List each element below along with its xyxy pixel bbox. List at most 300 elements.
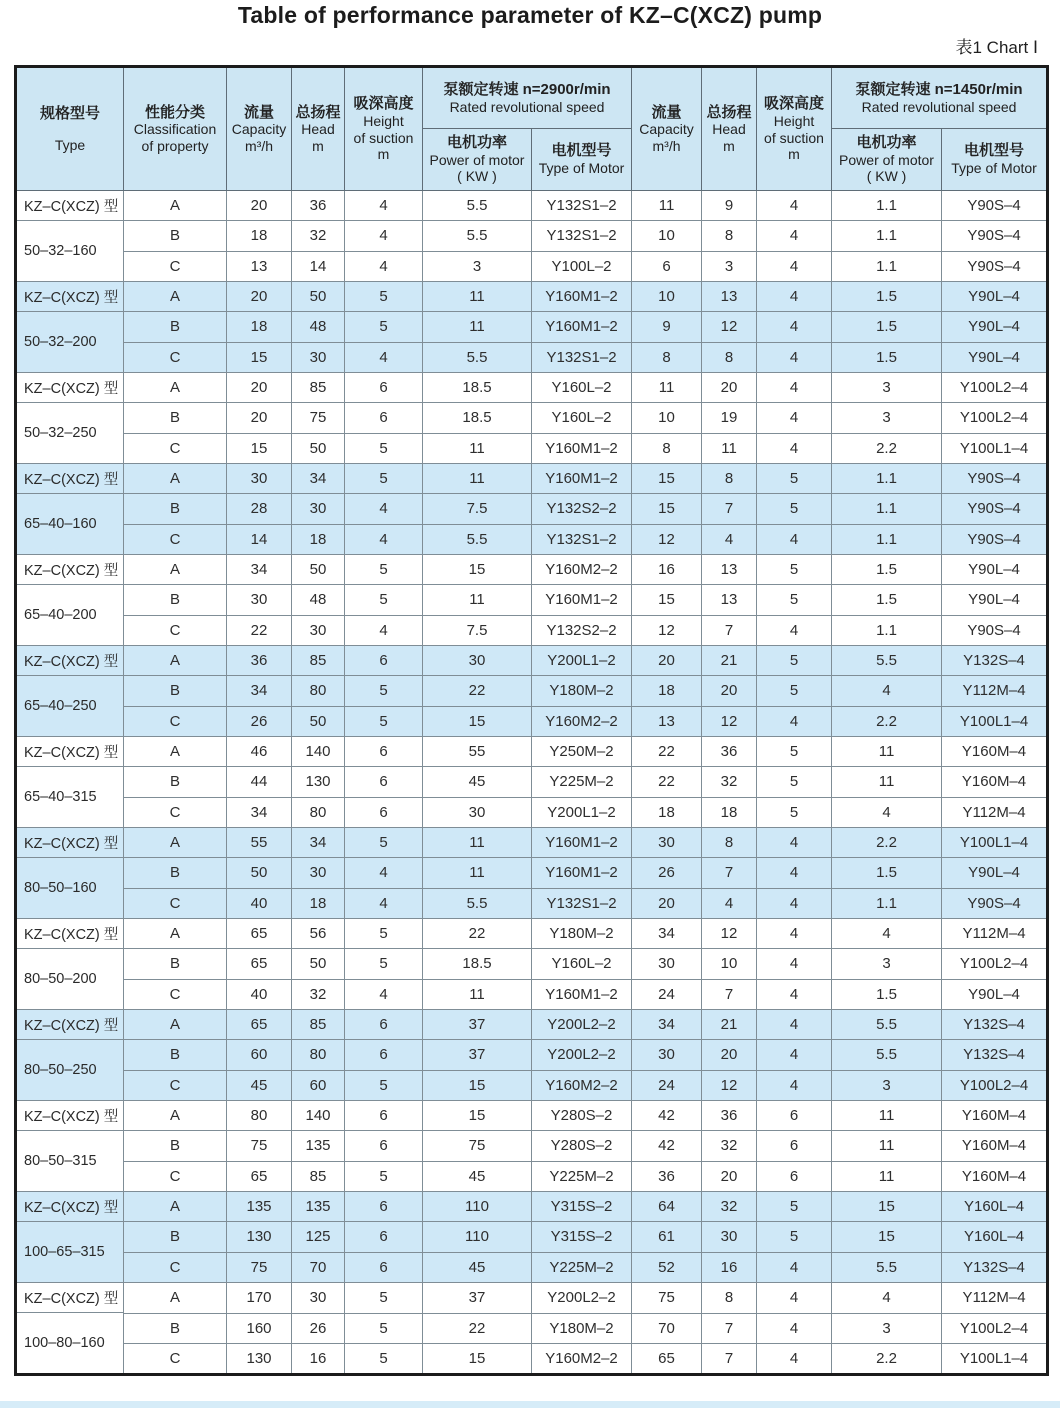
pump-model-label: KZ–C(XCZ) 型 — [17, 373, 123, 403]
power-en: Power of motor — [839, 151, 934, 168]
data-cell: Y112M–4 — [942, 1283, 1048, 1314]
power-zh: 电机功率 — [856, 134, 917, 152]
bottom-strip — [0, 1401, 1060, 1408]
data-cell: 20 — [632, 646, 702, 676]
classification-cell: A — [124, 646, 227, 676]
data-cell: 2.2 — [832, 706, 942, 736]
data-cell: 5.5 — [423, 342, 532, 372]
classification-cell: C — [124, 979, 227, 1009]
data-cell: 4 — [757, 615, 832, 645]
pump-size-label: 65–40–250 — [24, 698, 97, 714]
data-cell: 18 — [227, 312, 292, 342]
data-cell: 8 — [702, 828, 757, 858]
data-cell: Y100L1–4 — [942, 706, 1048, 736]
suction-unit: m — [377, 146, 390, 163]
data-cell: Y160M–4 — [942, 1131, 1048, 1161]
data-cell: 1.1 — [832, 888, 942, 918]
data-cell: 5.5 — [832, 1010, 942, 1040]
data-cell: 20 — [227, 373, 292, 403]
data-cell: Y160L–2 — [532, 949, 632, 979]
pump-size-label: 100–80–160 — [24, 1335, 105, 1351]
data-cell: 6 — [345, 737, 423, 767]
data-cell: 5 — [345, 919, 423, 949]
data-cell: 6 — [632, 251, 702, 281]
data-cell: 18 — [632, 676, 702, 706]
col-header-classification-en1: Classification — [133, 121, 217, 138]
data-cell: 37 — [423, 1010, 532, 1040]
data-cell: 6 — [757, 1101, 832, 1131]
data-cell: 11 — [423, 282, 532, 312]
data-cell: 5 — [345, 282, 423, 312]
motor-zh: 电机型号 — [964, 142, 1025, 160]
table-row — [16, 767, 1048, 797]
data-cell: 5 — [345, 949, 423, 979]
data-cell: 65 — [227, 1161, 292, 1191]
data-cell: Y90S–4 — [942, 888, 1048, 918]
data-cell: 13 — [702, 282, 757, 312]
pump-size-label: 65–40–315 — [24, 789, 97, 805]
data-cell: Y90S–4 — [942, 191, 1048, 221]
power-zh: 电机功率 — [446, 134, 507, 152]
table-row — [16, 585, 1048, 615]
classification-cell: A — [124, 1010, 227, 1040]
col-header-head-1450 — [702, 67, 757, 191]
data-cell: 19 — [702, 403, 757, 433]
data-cell: 11 — [702, 433, 757, 463]
speed-1450-zh: 泵额定转速 n=1450r/min — [855, 80, 1023, 98]
data-cell: Y160L–2 — [532, 373, 632, 403]
data-cell: 21 — [702, 1010, 757, 1040]
suction-en1: Height — [773, 113, 815, 130]
table-row — [16, 1070, 1048, 1100]
data-cell: 45 — [423, 767, 532, 797]
table-row — [16, 494, 1048, 524]
data-cell: 4 — [757, 221, 832, 251]
data-cell: 30 — [227, 585, 292, 615]
data-cell: Y90L–4 — [942, 858, 1048, 888]
data-cell: 32 — [702, 767, 757, 797]
data-cell: 34 — [632, 1010, 702, 1040]
data-cell: 18.5 — [423, 949, 532, 979]
data-cell: Y100L1–4 — [942, 828, 1048, 858]
data-cell: 4 — [832, 676, 942, 706]
table-row — [16, 464, 1048, 494]
data-cell: Y200L2–2 — [532, 1040, 632, 1070]
table-row — [16, 676, 1048, 706]
data-cell: 34 — [632, 919, 702, 949]
data-cell: 110 — [423, 1192, 532, 1222]
data-cell: 3 — [832, 1313, 942, 1344]
data-cell: 135 — [227, 1192, 292, 1222]
data-cell: 6 — [345, 1101, 423, 1131]
data-cell: 160 — [227, 1313, 292, 1344]
data-cell: 20 — [702, 373, 757, 403]
data-cell: 37 — [423, 1283, 532, 1314]
data-cell: 5 — [345, 1161, 423, 1191]
data-cell: 5.5 — [832, 1252, 942, 1282]
data-cell: 5 — [345, 312, 423, 342]
data-cell: 4 — [345, 524, 423, 554]
data-cell: 18 — [227, 221, 292, 251]
classification-cell: B — [124, 1040, 227, 1070]
data-cell: 26 — [227, 706, 292, 736]
performance-table — [14, 65, 1049, 1376]
data-cell: 64 — [632, 1192, 702, 1222]
data-cell: 20 — [702, 1040, 757, 1070]
col-header-motor-1450 — [942, 129, 1048, 191]
data-cell: 4 — [757, 979, 832, 1009]
classification-cell: A — [124, 737, 227, 767]
data-cell: 5 — [757, 676, 832, 706]
classification-cell: B — [124, 949, 227, 979]
data-cell: 50 — [292, 282, 345, 312]
pump-type-cell — [16, 1192, 124, 1283]
data-cell: 52 — [632, 1252, 702, 1282]
data-cell: Y315S–2 — [532, 1192, 632, 1222]
capacity-unit: m³/h — [652, 137, 681, 154]
pump-size-label: 100–65–315 — [24, 1244, 105, 1260]
data-cell: Y280S–2 — [532, 1101, 632, 1131]
data-cell: 5.5 — [832, 646, 942, 676]
pump-model-label: KZ–C(XCZ) 型 — [17, 919, 123, 949]
pump-model-label: KZ–C(XCZ) 型 — [17, 464, 123, 494]
data-cell: Y200L2–2 — [532, 1010, 632, 1040]
data-cell: 5.5 — [832, 1040, 942, 1070]
pump-size-label: 80–50–250 — [24, 1062, 97, 1078]
table-row — [16, 888, 1048, 918]
data-cell: 2.2 — [832, 828, 942, 858]
data-cell: 7.5 — [423, 494, 532, 524]
data-cell: 36 — [632, 1161, 702, 1191]
data-cell: 5 — [757, 494, 832, 524]
data-cell: 5 — [345, 464, 423, 494]
data-cell: 9 — [632, 312, 702, 342]
classification-cell: C — [124, 433, 227, 463]
data-cell: 4 — [757, 1252, 832, 1282]
data-cell: Y100L–2 — [532, 251, 632, 281]
table-row — [16, 919, 1048, 949]
pump-size-label: 50–32–160 — [24, 243, 97, 259]
data-cell: 4 — [832, 797, 942, 827]
col-header-capacity-2900 — [227, 67, 292, 191]
data-cell: Y180M–2 — [532, 1313, 632, 1344]
data-cell: 1.1 — [832, 464, 942, 494]
data-cell: 34 — [292, 464, 345, 494]
data-cell: 11 — [832, 767, 942, 797]
data-cell: 22 — [423, 919, 532, 949]
data-cell: 26 — [292, 1313, 345, 1344]
data-cell: 34 — [227, 555, 292, 585]
data-cell: 30 — [292, 342, 345, 372]
speed-2900-zh: 泵额定转速 n=2900r/min — [443, 80, 611, 98]
pump-type-cell — [16, 828, 124, 919]
classification-cell: A — [124, 373, 227, 403]
col-header-capacity-1450 — [632, 67, 702, 191]
data-cell: 5.5 — [423, 888, 532, 918]
data-cell: Y90L–4 — [942, 555, 1048, 585]
col-header-type-zh: 规格型号 — [39, 104, 100, 122]
pump-type-cell — [16, 191, 124, 282]
data-cell: Y90S–4 — [942, 221, 1048, 251]
pump-size-label: 80–50–160 — [24, 880, 97, 896]
data-cell: 4 — [702, 888, 757, 918]
col-header-suction-2900 — [345, 67, 423, 191]
col-header-power-2900 — [423, 129, 532, 191]
data-cell: 32 — [292, 979, 345, 1009]
data-cell: 3 — [832, 373, 942, 403]
data-cell: 11 — [632, 373, 702, 403]
data-cell: 6 — [345, 1040, 423, 1070]
data-cell: 48 — [292, 312, 345, 342]
data-cell: 10 — [632, 403, 702, 433]
col-header-head-2900 — [292, 67, 345, 191]
data-cell: 44 — [227, 767, 292, 797]
data-cell: 4 — [757, 888, 832, 918]
data-cell: 60 — [292, 1070, 345, 1100]
table-row — [16, 949, 1048, 979]
data-cell: Y160L–4 — [942, 1222, 1048, 1252]
data-cell: 18 — [292, 524, 345, 554]
data-cell: 20 — [632, 888, 702, 918]
data-cell: 11 — [423, 828, 532, 858]
col-header-power-1450 — [832, 129, 942, 191]
data-cell: Y90L–4 — [942, 312, 1048, 342]
data-cell: Y250M–2 — [532, 737, 632, 767]
pump-model-label: KZ–C(XCZ) 型 — [17, 828, 123, 858]
data-cell: 8 — [632, 433, 702, 463]
data-cell: 125 — [292, 1222, 345, 1252]
data-cell: 20 — [227, 403, 292, 433]
data-cell: 3 — [702, 251, 757, 281]
classification-cell: B — [124, 1313, 227, 1344]
data-cell: 30 — [292, 494, 345, 524]
classification-cell: B — [124, 1222, 227, 1252]
data-cell: 4 — [757, 1344, 832, 1375]
data-cell: 6 — [345, 767, 423, 797]
data-cell: 75 — [227, 1252, 292, 1282]
data-cell: 75 — [292, 403, 345, 433]
data-cell: 4 — [757, 706, 832, 736]
table-row — [16, 1283, 1048, 1314]
data-cell: Y160M2–2 — [532, 555, 632, 585]
data-cell: 48 — [292, 585, 345, 615]
data-cell: 20 — [702, 1161, 757, 1191]
data-cell: 22 — [423, 676, 532, 706]
data-cell: 56 — [292, 919, 345, 949]
data-cell: Y90S–4 — [942, 615, 1048, 645]
pump-type-cell — [16, 646, 124, 737]
data-cell: Y225M–2 — [532, 767, 632, 797]
suction-en2: of suction — [764, 129, 824, 146]
data-cell: 5 — [345, 1344, 423, 1375]
data-cell: 5 — [757, 737, 832, 767]
data-cell: 15 — [227, 433, 292, 463]
data-cell: 4 — [757, 1070, 832, 1100]
data-cell: Y160M–4 — [942, 737, 1048, 767]
data-cell: 135 — [292, 1192, 345, 1222]
data-cell: 18 — [702, 797, 757, 827]
data-cell: Y160M–4 — [942, 1161, 1048, 1191]
data-cell: 4 — [345, 342, 423, 372]
data-cell: 12 — [632, 615, 702, 645]
data-cell: Y90S–4 — [942, 464, 1048, 494]
pump-size-label: 80–50–315 — [24, 1153, 97, 1169]
data-cell: 140 — [292, 1101, 345, 1131]
table-row — [16, 1252, 1048, 1282]
table-row — [16, 979, 1048, 1009]
data-cell: 9 — [702, 191, 757, 221]
data-cell: 36 — [292, 191, 345, 221]
data-cell: 37 — [423, 1040, 532, 1070]
data-cell: 4 — [345, 858, 423, 888]
classification-cell: A — [124, 919, 227, 949]
data-cell: 65 — [227, 949, 292, 979]
col-header-classification-zh: 性能分类 — [144, 103, 205, 121]
data-cell: 5 — [757, 1222, 832, 1252]
data-cell: Y90S–4 — [942, 524, 1048, 554]
data-cell: 140 — [292, 737, 345, 767]
data-cell: 75 — [227, 1131, 292, 1161]
power-unit: ( KW ) — [866, 168, 907, 185]
data-cell: 11 — [423, 858, 532, 888]
data-cell: Y132S–4 — [942, 1040, 1048, 1070]
data-cell: 46 — [227, 737, 292, 767]
data-cell: 6 — [345, 1252, 423, 1282]
data-cell: 55 — [423, 737, 532, 767]
data-cell: 3 — [832, 1070, 942, 1100]
capacity-zh: 流量 — [243, 103, 274, 121]
col-header-motor-2900 — [532, 129, 632, 191]
data-cell: 22 — [632, 737, 702, 767]
pump-model-label: KZ–C(XCZ) 型 — [17, 191, 123, 221]
data-cell: 5.5 — [423, 221, 532, 251]
data-cell: Y112M–4 — [942, 676, 1048, 706]
table-body — [16, 191, 1048, 1375]
table-row — [16, 1131, 1048, 1161]
head-en: Head — [712, 121, 746, 138]
data-cell: 5 — [757, 797, 832, 827]
data-cell: 11 — [423, 433, 532, 463]
data-cell: 170 — [227, 1283, 292, 1314]
data-cell: 10 — [702, 949, 757, 979]
data-cell: Y112M–4 — [942, 797, 1048, 827]
data-cell: 4 — [345, 888, 423, 918]
col-header-speed-1450 — [832, 67, 1048, 129]
data-cell: 4 — [757, 282, 832, 312]
data-cell: Y90S–4 — [942, 494, 1048, 524]
head-unit: m — [723, 137, 735, 154]
data-cell: 5 — [757, 464, 832, 494]
data-cell: 5 — [757, 555, 832, 585]
data-cell: 70 — [632, 1313, 702, 1344]
data-cell: 80 — [292, 676, 345, 706]
data-cell: 4 — [345, 221, 423, 251]
table-header — [16, 67, 1048, 191]
data-cell: 85 — [292, 646, 345, 676]
data-cell: 15 — [423, 1101, 532, 1131]
data-cell: Y200L2–2 — [532, 1283, 632, 1314]
classification-cell: B — [124, 403, 227, 433]
data-cell: 12 — [702, 706, 757, 736]
data-cell: 5 — [757, 646, 832, 676]
classification-cell: C — [124, 1070, 227, 1100]
data-cell: 5 — [345, 706, 423, 736]
table-row — [16, 1161, 1048, 1191]
data-cell: 16 — [702, 1252, 757, 1282]
table-row — [16, 555, 1048, 585]
data-cell: 1.1 — [832, 191, 942, 221]
power-en: Power of motor — [429, 151, 525, 168]
data-cell: 1.5 — [832, 282, 942, 312]
data-cell: 13 — [702, 555, 757, 585]
data-cell: 5 — [345, 676, 423, 706]
data-cell: 11 — [423, 312, 532, 342]
data-cell: 20 — [227, 282, 292, 312]
data-cell: 11 — [832, 1161, 942, 1191]
data-cell: Y160M1–2 — [532, 433, 632, 463]
data-cell: 4 — [757, 919, 832, 949]
table-row — [16, 1101, 1048, 1131]
data-cell: 8 — [702, 221, 757, 251]
data-cell: Y100L2–4 — [942, 1070, 1048, 1100]
table-row — [16, 1313, 1048, 1344]
classification-cell: A — [124, 282, 227, 312]
data-cell: 18 — [632, 797, 702, 827]
pump-size-label: 80–50–200 — [24, 971, 97, 987]
data-cell: 15 — [423, 555, 532, 585]
data-cell: 24 — [632, 979, 702, 1009]
data-cell: 10 — [632, 282, 702, 312]
data-cell: Y160M2–2 — [532, 706, 632, 736]
motor-en: Type of Motor — [538, 160, 625, 177]
col-header-classification — [124, 67, 227, 191]
data-cell: 18.5 — [423, 373, 532, 403]
data-cell: 28 — [227, 494, 292, 524]
capacity-unit: m³/h — [245, 137, 273, 154]
head-unit: m — [312, 137, 324, 154]
data-cell: 50 — [227, 858, 292, 888]
pump-model-label: KZ–C(XCZ) 型 — [17, 1283, 123, 1313]
data-cell: 4 — [345, 191, 423, 221]
classification-cell: C — [124, 797, 227, 827]
data-cell: 4 — [345, 494, 423, 524]
data-cell: 50 — [292, 433, 345, 463]
data-cell: 65 — [632, 1344, 702, 1375]
data-cell: 5 — [345, 585, 423, 615]
data-cell: Y160M1–2 — [532, 312, 632, 342]
data-cell: 4 — [832, 919, 942, 949]
data-cell: 5 — [345, 433, 423, 463]
classification-cell: A — [124, 1283, 227, 1314]
table-row — [16, 403, 1048, 433]
pump-type-cell — [16, 1283, 124, 1375]
data-cell: Y100L2–4 — [942, 1313, 1048, 1344]
data-cell: Y100L2–4 — [942, 403, 1048, 433]
classification-cell: B — [124, 221, 227, 251]
data-cell: Y90L–4 — [942, 585, 1048, 615]
data-cell: 1.5 — [832, 585, 942, 615]
data-cell: Y160M–4 — [942, 1101, 1048, 1131]
pump-model-label: KZ–C(XCZ) 型 — [17, 1192, 123, 1222]
data-cell: Y132S–4 — [942, 1010, 1048, 1040]
suction-unit: m — [788, 146, 800, 163]
data-cell: Y160L–4 — [942, 1192, 1048, 1222]
data-cell: 4 — [757, 1010, 832, 1040]
data-cell: 42 — [632, 1101, 702, 1131]
data-cell: 14 — [292, 251, 345, 281]
data-cell: 4 — [757, 1313, 832, 1344]
pump-model-label: KZ–C(XCZ) 型 — [17, 646, 123, 676]
